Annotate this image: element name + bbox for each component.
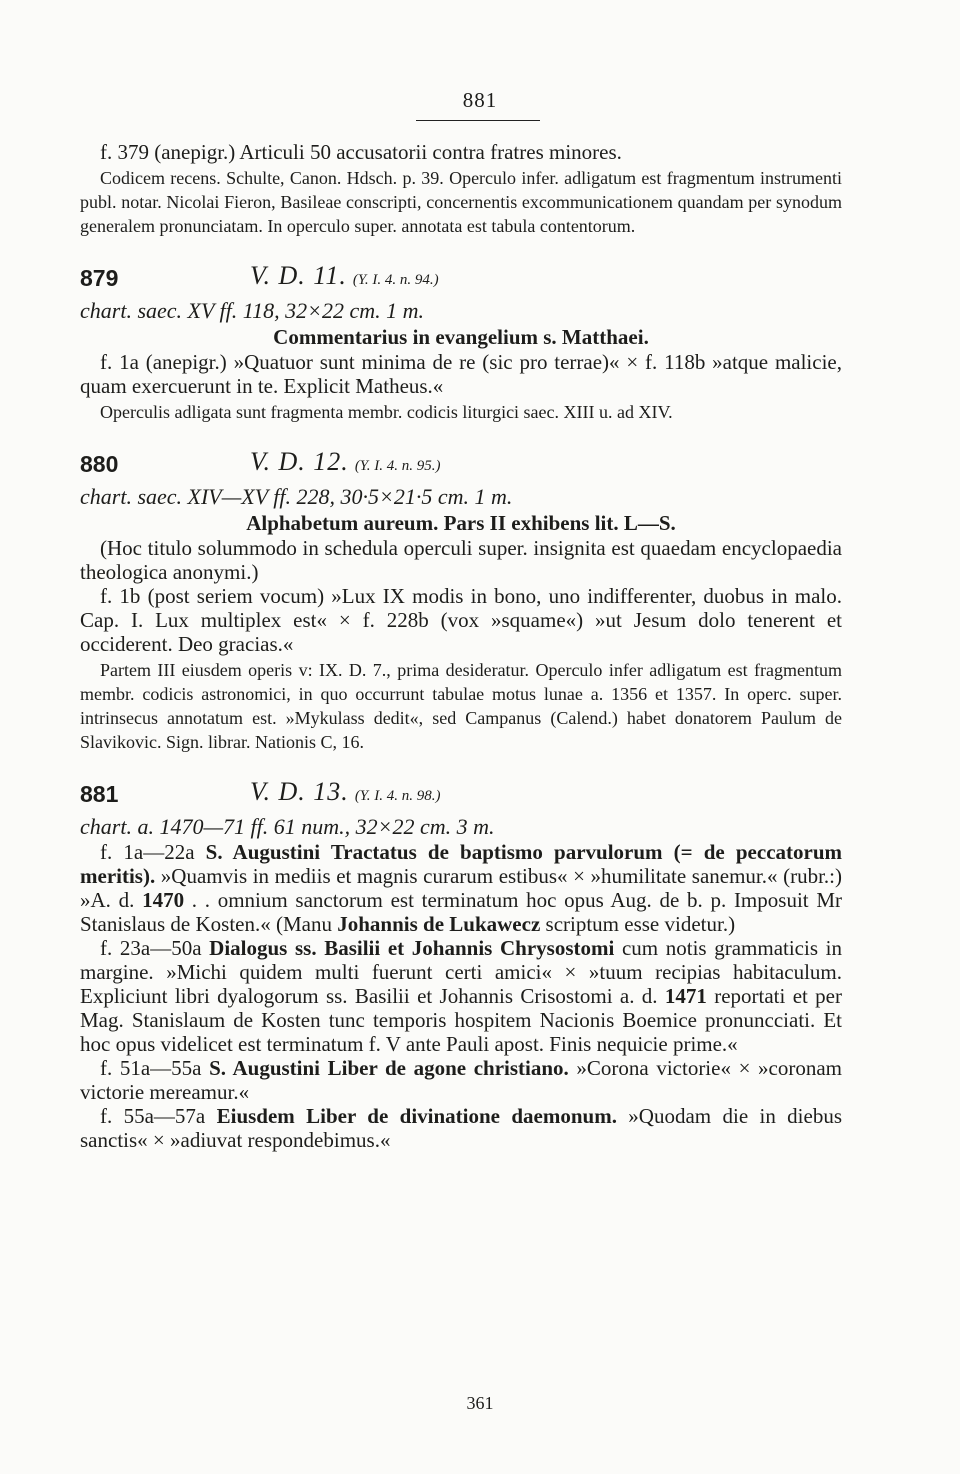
intro-note: Codicem recens. Schulte, Canon. Hdsch. p. 39. Operculo infer. adligatum est fragmentum instrumenti publ. notar. Nicolai Fieron, Basileae conscripti, concernentis excommunicationem quandam per synodum generalem pronunciatam. In operculo super. annotata est tabula contentorum. [80,168,842,236]
entry-heading [80,446,842,480]
entry-signature [250,777,441,808]
paragraph-text: scriptum esse videtur.) [540,912,736,936]
entry-description: chart. saec. XIV—XV ff. 228, 30·5×21·5 cm. 1 m. [80,484,513,509]
entry-paragraph: f. 1b (post seriem vocum) »Lux IX modis in bono, uno indifferenter, duobus in malo. Cap. I. Lux multiplex est« × f. 228b (vox »squame«) »ut Jesum dolo tenerent et occiderent. Deo gracias.« [80,584,842,656]
signature-text: V. D. 11. [250,261,347,290]
paragraph-text: cum notis grammaticis in margine. »Michi quidem multi fuerunt certi amici« × »tuum recipias habitaculum. Expliciunt libri dyalogorum ss. Basilii et Johannis Crisostomi a. d. [80,936,842,1008]
signature-text: V. D. 12. [250,447,349,476]
scribe-name: Johannis de Lukawecz [337,912,541,936]
signature-ref: (Y. I. 4. n. 94.) [352,272,439,288]
work-title: Dialogus ss. Basilii et Johannis Chrysostomi [209,936,615,960]
entry-paragraph: f. 1a (anepigr.) »Quatuor sunt minima de re (sic pro terrae)« × f. 118b »atque malicie, quam exercuerunt in te. Explicit Matheus.« [80,350,842,398]
entry-signature [250,261,439,292]
entry-paragraph: (Hoc titulo solummodo in schedula operculi super. insignita est quaedam encyclopaedia theologica anonymi.) [80,536,842,584]
signature-text: V. D. 13. [250,777,349,806]
header-rule [416,120,540,121]
entry-number: 881 [80,781,119,807]
entry-note: Partem III eiusdem operis v: IX. D. 7., prima desideratur. Operculo infer adligatum est fragmentum membr. codicis astronomici, in quo occurrunt tabulae motus lunae a. 1356 et 1357. In operc. super. intrinsecus annotatum est. »Mykulass dedit«, sed Campanus (Calend.) habet donatorem Paulum de Slavikovic. Sign. librar. Nationis C, 16. [80,660,842,752]
signature-ref: (Y. I. 4. n. 98.) [354,788,441,804]
entry-heading [80,776,842,810]
page-number-top: 881 [462,88,498,112]
entry-description: chart. saec. XV ff. 118, 32×22 cm. 1 m. [80,298,424,323]
paragraph-text: reportati et per Mag. Stanislaum de Kosten tunc temporis hospitem Nacionis Boemice pronuncciati. Et hoc opus videlicet est terminatum f. V ante Pauli apost. Finis nequicie prime.« [80,984,842,1056]
entry-heading [80,260,842,294]
entry-signature [250,447,441,478]
entry-number: 880 [80,451,119,477]
entry-paragraph [80,1056,842,1104]
year: 1471 [664,984,707,1008]
entry-number: 879 [80,265,119,291]
page-number-bottom: 361 [466,1393,494,1413]
signature-ref: (Y. I. 4. n. 95.) [354,458,441,474]
folio-range: f. 1a—22a [100,840,206,864]
entry-paragraph [80,840,842,936]
year: 1470 [142,888,185,912]
paragraph-text: . . omnium sanctorum est terminatum hoc opus Aug. de b. p. Imposuit Mr Stanislaus de Kosten.« (Manu [80,888,842,936]
folio-range: f. 55a—57a [100,1104,217,1128]
entry-title: Alphabetum aureum. Pars II exhibens lit. L—S. [246,511,676,535]
paragraph-text: »Quodam die in diebus sanctis« × »adiuvat respondebimus.« [80,1104,843,1152]
work-title: S. Augustini Tractatus de baptismo parvulorum (= de peccatorum meritis). [80,840,842,888]
folio-range: f. 51a—55a [100,1056,210,1080]
folio-range: f. 23a—50a [100,936,210,960]
entry-title: Commentarius in evangelium s. Matthaei. [273,325,649,349]
entry-description: chart. a. 1470—71 ff. 61 num., 32×22 cm. 3 m. [80,814,495,839]
work-title: S. Augustini Liber de agone christiano. [209,1056,569,1080]
text-body [80,140,842,1152]
intro-line: f. 379 (anepigr.) Articuli 50 accusatorii contra fratres minores. [100,140,622,164]
paragraph-text: »Corona victorie« × »coronam victorie mereamur.« [80,1056,842,1104]
entry-paragraph [80,936,842,1056]
entry-note: Operculis adligata sunt fragmenta membr. codicis liturgici saec. XIII u. ad XIV. [100,402,673,422]
paragraph-text: »Quamvis in mediis et magnis curarum estibus« × »humilitate sanemur.« (rubr.:) »A. d. [80,864,842,912]
work-title: Eiusdem Liber de divinatione daemonum. [216,1104,617,1128]
entry-paragraph [80,1104,842,1152]
